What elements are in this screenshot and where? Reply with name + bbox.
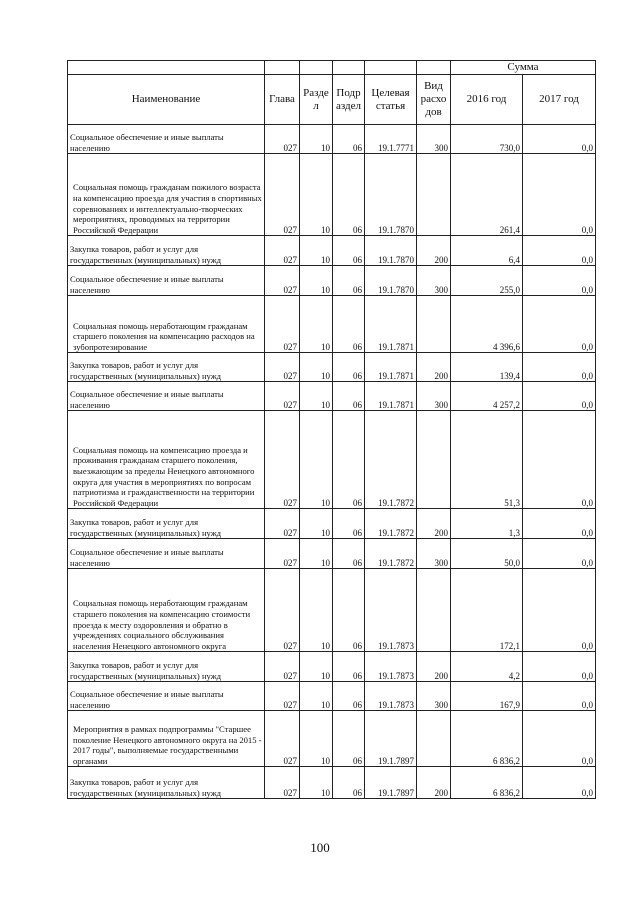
column-header-2017: 2017 год	[523, 75, 596, 125]
header-top-row	[68, 61, 596, 75]
row-2017: 0,0	[523, 382, 596, 411]
row-name: Закупка товаров, работ и услуг для государственных (муниципальных) нужд	[68, 509, 265, 539]
row-section: 10	[300, 411, 333, 509]
row-expense-type	[417, 711, 451, 767]
row-2016: 6 836,2	[451, 711, 523, 767]
column-header-subsection: Подр аздел	[333, 75, 365, 125]
row-chapter: 027	[265, 236, 300, 266]
row-target: 19.1.7872	[365, 539, 417, 569]
row-chapter: 027	[265, 767, 300, 799]
row-2017: 0,0	[523, 539, 596, 569]
row-expense-type	[417, 154, 451, 236]
row-section: 10	[300, 539, 333, 569]
table-row	[68, 539, 596, 569]
row-section: 10	[300, 711, 333, 767]
row-2016: 167,9	[451, 682, 523, 711]
row-name: Закупка товаров, работ и услуг для государственных (муниципальных) нужд	[68, 767, 265, 799]
column-header-name: Наименование	[68, 75, 265, 125]
row-subsection: 06	[333, 125, 365, 154]
row-chapter: 027	[265, 382, 300, 411]
table-row	[68, 711, 596, 767]
row-section: 10	[300, 767, 333, 799]
row-subsection: 06	[333, 411, 365, 509]
row-section: 10	[300, 236, 333, 266]
table-row	[68, 236, 596, 266]
table-row	[68, 125, 596, 154]
row-section: 10	[300, 382, 333, 411]
row-chapter: 027	[265, 509, 300, 539]
table-row	[68, 353, 596, 382]
row-2016: 6 836,2	[451, 767, 523, 799]
row-chapter: 027	[265, 154, 300, 236]
row-2017: 0,0	[523, 154, 596, 236]
header-blank-cell	[417, 61, 451, 75]
row-2017: 0,0	[523, 652, 596, 682]
column-header-2016: 2016 год	[451, 75, 523, 125]
row-target: 19.1.7871	[365, 353, 417, 382]
row-2016: 730,0	[451, 125, 523, 154]
row-subsection: 06	[333, 767, 365, 799]
row-chapter: 027	[265, 569, 300, 652]
row-expense-type: 300	[417, 266, 451, 296]
row-subsection: 06	[333, 569, 365, 652]
table-row	[68, 682, 596, 711]
row-section: 10	[300, 266, 333, 296]
column-header-section: Разде л	[300, 75, 333, 125]
row-target: 19.1.7897	[365, 767, 417, 799]
row-section: 10	[300, 154, 333, 236]
row-expense-type: 300	[417, 382, 451, 411]
row-name: Закупка товаров, работ и услуг для государственных (муниципальных) нужд	[68, 353, 265, 382]
table-row	[68, 296, 596, 353]
row-name: Закупка товаров, работ и услуг для государственных (муниципальных) нужд	[68, 236, 265, 266]
column-header-chapter: Глава	[265, 75, 300, 125]
row-target: 19.1.7870	[365, 236, 417, 266]
row-2017: 0,0	[523, 296, 596, 353]
row-section: 10	[300, 652, 333, 682]
sum-group-header: Сумма	[451, 61, 596, 75]
row-2017: 0,0	[523, 509, 596, 539]
table-row	[68, 569, 596, 652]
row-name: Социальное обеспечение и иные выплаты населению	[68, 682, 265, 711]
row-2016: 51,3	[451, 411, 523, 509]
row-2017: 0,0	[523, 125, 596, 154]
row-chapter: 027	[265, 411, 300, 509]
table-row	[68, 509, 596, 539]
row-subsection: 06	[333, 682, 365, 711]
row-2016: 1,3	[451, 509, 523, 539]
row-2017: 0,0	[523, 569, 596, 652]
header-blank-cell	[68, 61, 265, 75]
row-name: Социальная помощь неработающим гражданам старшего поколения на компенсацию расходов на зубопротезирование	[68, 296, 265, 353]
header-columns-row	[68, 75, 596, 125]
header-blank-cell	[300, 61, 333, 75]
column-header-target: Целевая статья	[365, 75, 417, 125]
row-expense-type	[417, 296, 451, 353]
row-2017: 0,0	[523, 411, 596, 509]
row-target: 19.1.7897	[365, 711, 417, 767]
row-2017: 0,0	[523, 682, 596, 711]
table-row	[68, 382, 596, 411]
row-target: 19.1.7870	[365, 266, 417, 296]
row-subsection: 06	[333, 382, 365, 411]
row-2016: 4 396,6	[451, 296, 523, 353]
row-subsection: 06	[333, 509, 365, 539]
row-name: Закупка товаров, работ и услуг для государственных (муниципальных) нужд	[68, 652, 265, 682]
row-name: Социальная помощь неработающим гражданам старшего поколения на компенсацию стоимости проезда к месту оздоровления и обратно в учреждениях социального обслуживания населения Ненецкого автономного округа	[68, 569, 265, 652]
row-subsection: 06	[333, 296, 365, 353]
row-expense-type: 300	[417, 682, 451, 711]
row-chapter: 027	[265, 682, 300, 711]
table-row	[68, 767, 596, 799]
row-name: Социальная помощь гражданам пожилого возраста на компенсацию проезда для участия в спортивных соревнованиях и интеллектуально-творческих мероприятиях, проводимых на территории Российской Федерации	[68, 154, 265, 236]
row-target: 19.1.7873	[365, 682, 417, 711]
row-2016: 6,4	[451, 236, 523, 266]
table-row	[68, 154, 596, 236]
row-subsection: 06	[333, 353, 365, 382]
row-subsection: 06	[333, 236, 365, 266]
table-header	[68, 61, 596, 125]
row-name: Социальное обеспечение и иные выплаты населению	[68, 539, 265, 569]
row-2016: 139,4	[451, 353, 523, 382]
row-expense-type: 300	[417, 539, 451, 569]
row-2016: 261,4	[451, 154, 523, 236]
row-target: 19.1.7873	[365, 569, 417, 652]
row-expense-type	[417, 411, 451, 509]
row-subsection: 06	[333, 266, 365, 296]
row-target: 19.1.7872	[365, 509, 417, 539]
row-section: 10	[300, 682, 333, 711]
row-expense-type: 300	[417, 125, 451, 154]
row-chapter: 027	[265, 296, 300, 353]
row-target: 19.1.7771	[365, 125, 417, 154]
row-chapter: 027	[265, 711, 300, 767]
table-row	[68, 411, 596, 509]
row-subsection: 06	[333, 154, 365, 236]
row-expense-type: 200	[417, 353, 451, 382]
header-blank-cell	[333, 61, 365, 75]
row-subsection: 06	[333, 711, 365, 767]
row-name: Социальная помощь на компенсацию проезда и проживания гражданам старшего поколения, выезжающим за пределы Ненецкого автономного округа для участия в мероприятиях по вопросам патриотизма и гражданственности на территории Российской Федерации	[68, 411, 265, 509]
row-2016: 4 257,2	[451, 382, 523, 411]
row-subsection: 06	[333, 652, 365, 682]
row-2016: 255,0	[451, 266, 523, 296]
header-blank-cell	[365, 61, 417, 75]
header-blank-cell	[265, 61, 300, 75]
page-number: 100	[310, 840, 330, 855]
row-2016: 50,0	[451, 539, 523, 569]
row-expense-type: 200	[417, 652, 451, 682]
row-target: 19.1.7872	[365, 411, 417, 509]
row-chapter: 027	[265, 353, 300, 382]
row-expense-type	[417, 569, 451, 652]
row-expense-type: 200	[417, 509, 451, 539]
row-name: Социальное обеспечение и иные выплаты населению	[68, 125, 265, 154]
row-name: Социальное обеспечение и иные выплаты населению	[68, 266, 265, 296]
row-chapter: 027	[265, 652, 300, 682]
row-target: 19.1.7873	[365, 652, 417, 682]
row-2017: 0,0	[523, 353, 596, 382]
row-section: 10	[300, 569, 333, 652]
row-target: 19.1.7871	[365, 382, 417, 411]
row-section: 10	[300, 296, 333, 353]
row-2016: 172,1	[451, 569, 523, 652]
budget-table	[67, 60, 596, 799]
row-subsection: 06	[333, 539, 365, 569]
row-2016: 4,2	[451, 652, 523, 682]
row-chapter: 027	[265, 125, 300, 154]
row-section: 10	[300, 509, 333, 539]
table-row	[68, 652, 596, 682]
row-section: 10	[300, 353, 333, 382]
row-target: 19.1.7871	[365, 296, 417, 353]
row-2017: 0,0	[523, 767, 596, 799]
row-2017: 0,0	[523, 266, 596, 296]
row-2017: 0,0	[523, 236, 596, 266]
row-expense-type: 200	[417, 767, 451, 799]
row-2017: 0,0	[523, 711, 596, 767]
row-section: 10	[300, 125, 333, 154]
row-chapter: 027	[265, 266, 300, 296]
row-chapter: 027	[265, 539, 300, 569]
table-body	[68, 125, 596, 799]
row-target: 19.1.7870	[365, 154, 417, 236]
row-expense-type: 200	[417, 236, 451, 266]
row-name: Мероприятия в рамках подпрограммы "Старшее поколение Ненецкого автономного округа на 2015 - 2017 годы", выполняемые государственными органами	[68, 711, 265, 767]
row-name: Социальное обеспечение и иные выплаты населению	[68, 382, 265, 411]
table-row	[68, 266, 596, 296]
column-header-expense-type: Вид расхо дов	[417, 75, 451, 125]
